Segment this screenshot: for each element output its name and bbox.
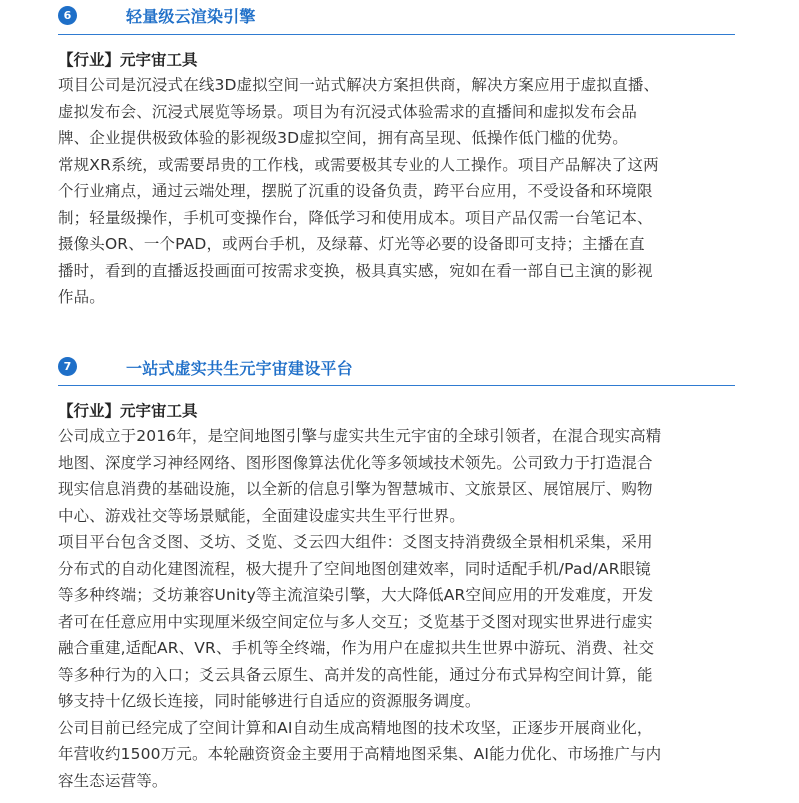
- text-line: 摄像头OR、一个PAD，或两台手机，及绿幕、灯光等必要的设备即可支持；主播在直: [58, 235, 645, 253]
- text-line: 等多种终端；爻坊兼容Unity等主流渲染引擎，大大降低AR空间应用的开发难度，开发: [58, 586, 654, 604]
- paragraph: [58, 715, 735, 795]
- paragraph: [58, 423, 735, 529]
- section-6: [58, 0, 735, 311]
- text-line: 分布式的自动化建图流程，极大提升了空间地图创建效率，同时适配手机/Pad/AR眼镜: [58, 559, 651, 578]
- text-line: 制；轻量级操作，手机可变操作台，降低学习和使用成本。项目产品仅需一台笔记本、: [58, 208, 653, 227]
- text-line: 者可在任意应用中实现厘米级空间定位与多人交互；爻览基于爻图对现实世界进行虚实: [58, 612, 653, 631]
- text-line: 公司成立于2016年，是空间地图引擎与虚实共生元宇宙的全球引领者，在混合现实高精: [58, 427, 662, 445]
- text-line: 作品。: [58, 288, 105, 306]
- text-line: 常规XR系统，或需要昂贵的工作栈，或需要极其专业的人工操作。项目产品解决了这两: [58, 155, 659, 174]
- text-line: 项目公司是沉浸式在线3D虚拟空间一站式解决方案担供商，解决方案应用于虚拟直播、: [58, 76, 660, 94]
- text-line: 中心、游戏社交等场景赋能，全面建设虚实共生平行世界。: [58, 506, 465, 525]
- paragraph: [58, 529, 735, 715]
- paragraph: [58, 152, 735, 311]
- text-line: 公司目前已经完成了空间计算和AI自动生成高精地图的技术攻坚，正逐步开展商业化，: [58, 718, 653, 737]
- section-number-badge: 6: [58, 6, 77, 25]
- text-line: 虚拟发布会、沉浸式展览等场景。项目为有沉浸式体验需求的直播间和虚拟发布会品: [58, 102, 638, 121]
- text-line: 地图、深度学习神经网络、图形图像算法优化等多领域技术领先。公司致力于打造混合: [58, 453, 653, 472]
- text-line: 年营收约1500万元。本轮融资资金主要用于高精地图采集、AI能力优化、市场推广与内: [58, 745, 662, 763]
- text-line: 项目平台包含爻图、爻坊、爻览、爻云四大组件：爻图支持消费级全景相机采集，采用: [58, 533, 653, 551]
- text-line: 容生态运营等。: [58, 771, 168, 790]
- text-line: 现实信息消费的基础设施，以全新的信息引擎为智慧城市、文旅景区、展馆展厅、购物: [58, 480, 653, 498]
- section-header: [58, 0, 735, 35]
- text-line: 播时，看到的直播返投画面可按需求变换，极具真实感，宛如在看一部自已主演的影视: [58, 261, 653, 280]
- section-title: 一站式虚实共生元宇宙建设平台: [126, 359, 353, 378]
- section-title: 轻量级云渲染引擎: [126, 7, 256, 26]
- text-line: 融合重建,适配AR、VR、手机等全终端，作为用户在虚拟共生世界中游玩、消费、社交: [58, 639, 655, 657]
- industry-tag: 【行业】元宇宙工具: [58, 402, 198, 420]
- industry-tag: 【行业】元宇宙工具: [58, 51, 198, 69]
- section-7: [58, 350, 735, 794]
- text-line: 个行业痛点，通过云端处理，摆脱了沉重的设备负责，跨平台应用，不受设备和环境限: [58, 182, 653, 200]
- text-line: 够支持十亿级长连接，同时能够进行自适应的资源服务调度。: [58, 692, 481, 710]
- text-line: 牌、企业提供极致体验的影视级3D虚拟空间，拥有高呈现、低操作低门槛的优势。: [58, 129, 628, 147]
- section-number-badge: 7: [58, 357, 77, 376]
- text-line: 等多种行为的入口；爻云具备云原生、高并发的高性能，通过分布式异构空间计算，能: [58, 665, 653, 684]
- paragraph: [58, 72, 735, 152]
- section-header: [58, 350, 735, 386]
